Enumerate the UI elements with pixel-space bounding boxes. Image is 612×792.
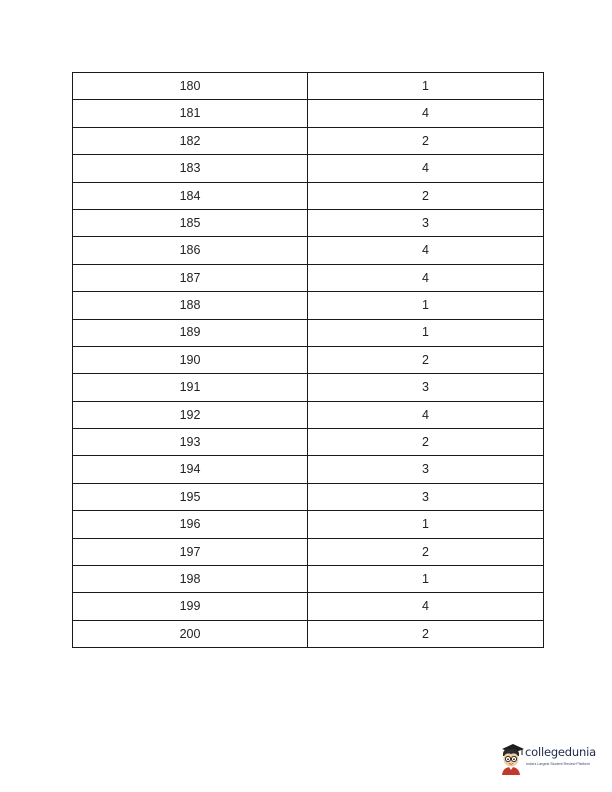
table-row [73,100,544,127]
table-row [73,456,544,483]
answer-option-cell: 2 [308,346,544,373]
question-number-cell: 188 [73,292,308,319]
table-row [73,620,544,647]
table-row [73,319,544,346]
answer-option-cell: 2 [308,127,544,154]
table-row [73,483,544,510]
answer-option-cell: 3 [308,483,544,510]
answer-option-cell: 1 [308,292,544,319]
question-number-cell: 186 [73,237,308,264]
table-row [73,538,544,565]
table-row [73,155,544,182]
question-number-cell: 194 [73,456,308,483]
question-number-cell: 199 [73,593,308,620]
table-row [73,566,544,593]
table-row [73,127,544,154]
table-row [73,73,544,100]
answer-option-cell: 1 [308,319,544,346]
table-row [73,292,544,319]
question-number-cell: 197 [73,538,308,565]
table-row [73,182,544,209]
answer-option-cell: 4 [308,264,544,291]
question-number-cell: 185 [73,209,308,236]
question-number-cell: 189 [73,319,308,346]
table-row [73,209,544,236]
table-row [73,511,544,538]
question-number-cell: 192 [73,401,308,428]
question-number-cell: 198 [73,566,308,593]
table-row [73,429,544,456]
question-number-cell: 180 [73,73,308,100]
table-row [73,264,544,291]
answer-key-body [73,73,544,648]
question-number-cell: 181 [73,100,308,127]
question-number-cell: 190 [73,346,308,373]
answer-option-cell: 4 [308,401,544,428]
table-row [73,346,544,373]
table-row [73,374,544,401]
answer-option-cell: 2 [308,538,544,565]
table-row [73,401,544,428]
question-number-cell: 182 [73,127,308,154]
answer-option-cell: 2 [308,620,544,647]
question-number-cell: 196 [73,511,308,538]
question-number-cell: 191 [73,374,308,401]
answer-option-cell: 3 [308,374,544,401]
table-row [73,237,544,264]
logo-brand-name: collegedunia [525,745,596,759]
answer-option-cell: 4 [308,100,544,127]
question-number-cell: 183 [73,155,308,182]
question-number-cell: 200 [73,620,308,647]
answer-option-cell: 4 [308,155,544,182]
collegedunia-logo [498,741,612,775]
answer-option-cell: 1 [308,511,544,538]
answer-option-cell: 2 [308,182,544,209]
answer-option-cell: 1 [308,73,544,100]
answer-option-cell: 2 [308,429,544,456]
question-number-cell: 193 [73,429,308,456]
student-avatar-icon [498,741,524,775]
answer-key-table [72,72,544,648]
answer-option-cell: 3 [308,456,544,483]
question-number-cell: 195 [73,483,308,510]
table-row [73,593,544,620]
answer-option-cell: 4 [308,237,544,264]
answer-option-cell: 3 [308,209,544,236]
logo-tagline: India's Largest Student Review Platform [526,762,590,766]
answer-option-cell: 4 [308,593,544,620]
answer-option-cell: 1 [308,566,544,593]
question-number-cell: 187 [73,264,308,291]
question-number-cell: 184 [73,182,308,209]
